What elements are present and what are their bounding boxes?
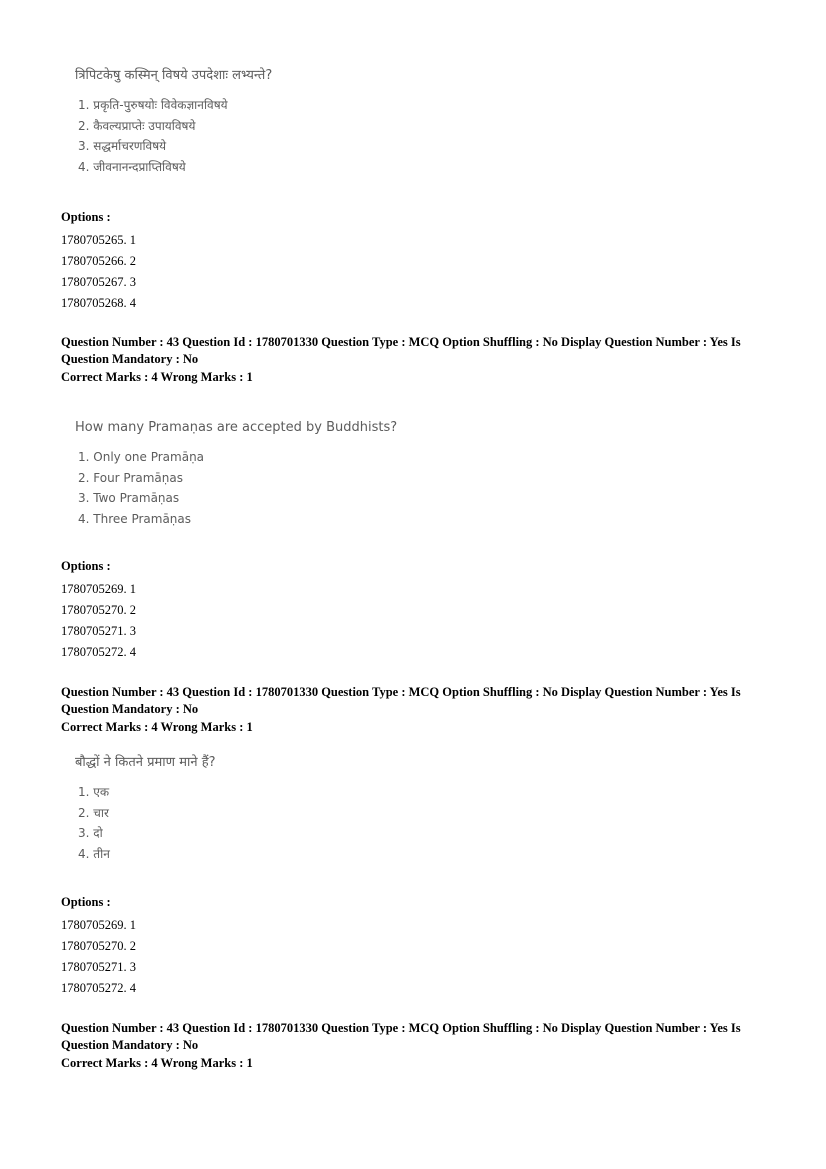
question-stem: त्रिपिटकेषु कस्मिन् विषये उपदेशाः लभ्यन्ते? [75, 68, 273, 83]
option-row: 1780705270. 2 [61, 603, 136, 617]
option-row: 1780705269. 1 [61, 582, 136, 596]
options-list [61, 208, 136, 314]
option-row: 1780705272. 4 [61, 645, 136, 659]
question-choice: 4. Three Pramāṇas [78, 511, 192, 526]
option-row: 1780705267. 3 [61, 275, 136, 289]
question-stem: How many Pramaṇas are accepted by Buddhists? [75, 420, 398, 435]
question-choice: 2. कैवल्यप्राप्तेः उपायविषये [78, 118, 196, 133]
question-choice: 3. सद्धर्माचरणविषये [78, 139, 167, 153]
question-meta [61, 684, 771, 736]
question-meta [61, 334, 771, 386]
question-meta-line: Question Number : 43 Question Id : 1780701330 Question Type : MCQ Option Shuffling : No Display Question Number : Yes Is Question Mandatory : No [61, 685, 741, 716]
option-row: 1780705269. 1 [61, 918, 136, 932]
marks-line: Correct Marks : 4 Wrong Marks : 1 [61, 370, 253, 384]
question-choice: 4. तीन [78, 846, 110, 861]
marks-line: Correct Marks : 4 Wrong Marks : 1 [61, 720, 253, 734]
question-choice: 1. एक [78, 785, 110, 799]
option-row: 1780705271. 3 [61, 624, 136, 638]
question-image [75, 420, 397, 529]
options-list [61, 893, 136, 999]
options-label: Options : [61, 559, 111, 573]
options-label: Options : [61, 895, 111, 909]
options-label: Options : [61, 210, 111, 224]
marks-line: Correct Marks : 4 Wrong Marks : 1 [61, 1056, 253, 1070]
option-row: 1780705272. 4 [61, 981, 136, 995]
question-choice: 1. प्रकृति-पुरुषयोः विवेकज्ञानविषये [78, 98, 228, 112]
question-meta-line: Question Number : 43 Question Id : 1780701330 Question Type : MCQ Option Shuffling : No Display Question Number : Yes Is Question Mandatory : No [61, 1021, 741, 1052]
question-meta-line: Question Number : 43 Question Id : 1780701330 Question Type : MCQ Option Shuffling : No Display Question Number : Yes Is Question Mandatory : No [61, 335, 741, 366]
options-list [61, 557, 136, 663]
option-row: 1780705270. 2 [61, 939, 136, 953]
option-row: 1780705266. 2 [61, 254, 136, 268]
question-choice: 3. दो [78, 826, 103, 840]
question-choice: 1. Only one Pramāṇa [78, 450, 205, 464]
question-choice: 4. जीवनानन्दप्राप्तिविषये [78, 159, 186, 174]
question-stem: बौद्धों ने कितने प्रमाण माने हैं? [75, 755, 216, 770]
question-choice: 2. चार [78, 805, 109, 820]
question-choice: 3. Two Pramāṇas [78, 491, 180, 505]
option-row: 1780705271. 3 [61, 960, 136, 974]
question-image [75, 755, 216, 864]
option-row: 1780705268. 4 [61, 296, 136, 310]
option-row: 1780705265. 1 [61, 233, 136, 247]
question-choice: 2. Four Pramāṇas [78, 470, 183, 485]
question-meta [61, 1020, 771, 1072]
question-image [75, 68, 272, 177]
